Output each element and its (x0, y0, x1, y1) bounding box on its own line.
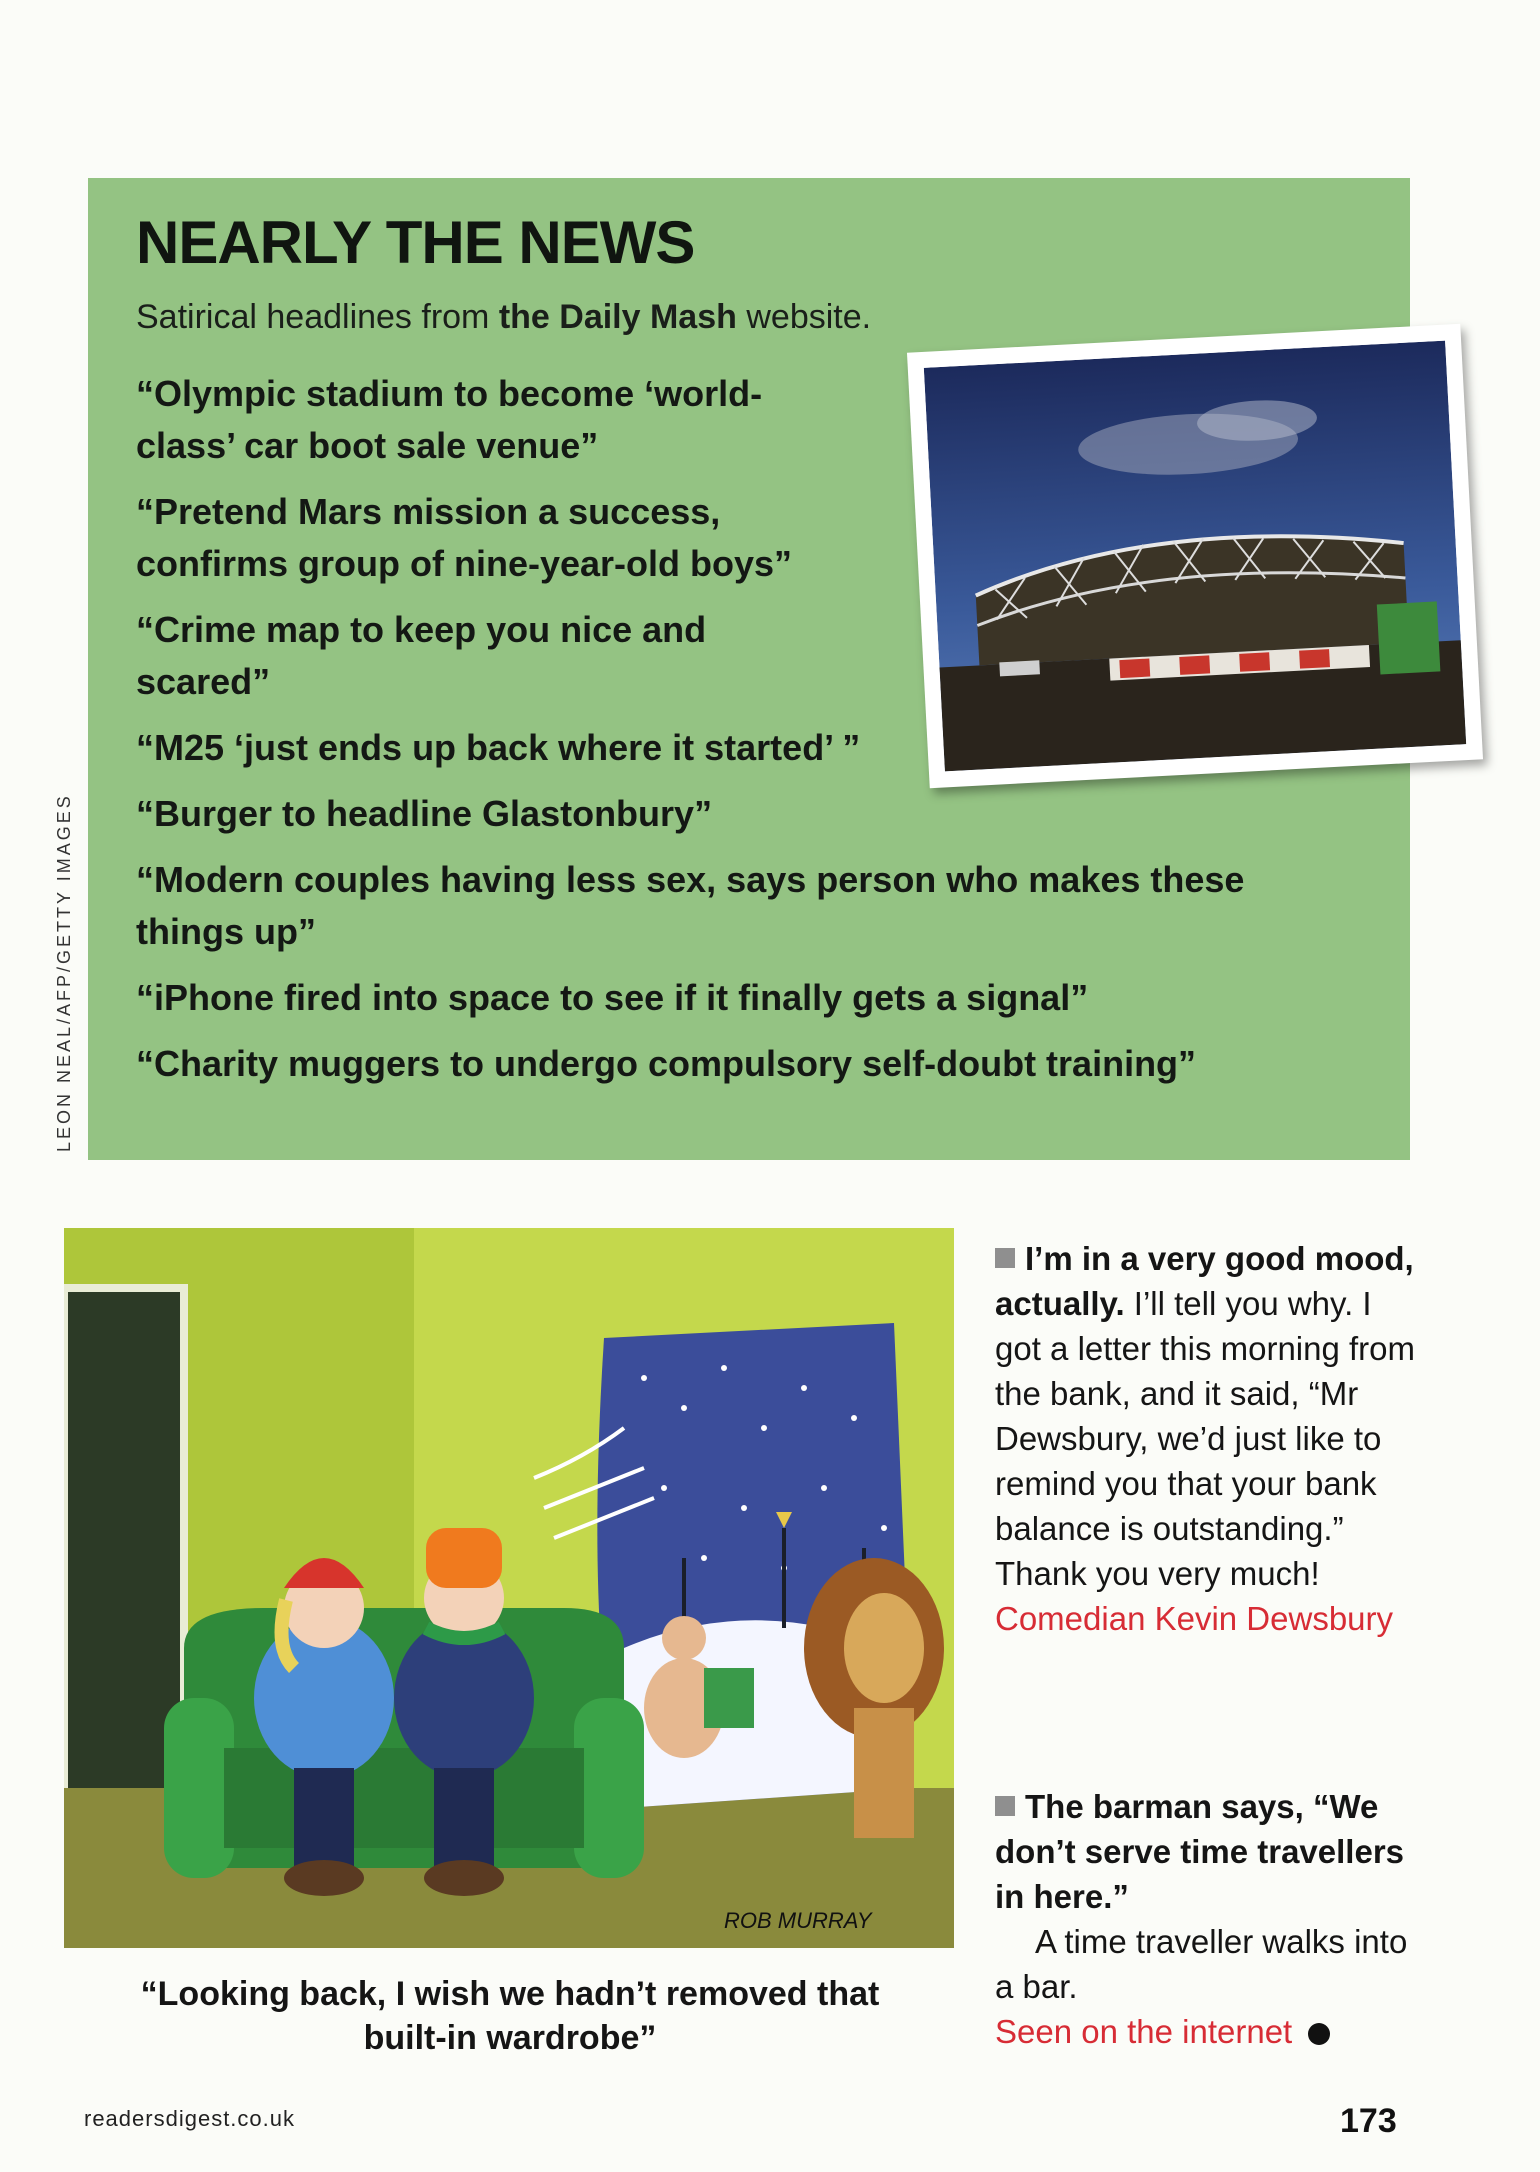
cartoon-illustration (64, 1228, 954, 1948)
headline: “iPhone fired into space to see if it finally gets a signal” (136, 977, 1089, 1018)
joke-attribution: Seen on the internet (995, 2009, 1415, 2054)
photo-credit: LEON NEAL/AFP/GETTY IMAGES (54, 793, 74, 1152)
bullet-square-icon (995, 1796, 1015, 1816)
cartoon-caption: “Looking back, I wish we hadn’t removed that built-in wardrobe” (140, 1975, 880, 2057)
joke-2 (995, 1784, 1415, 2054)
cartoon-signature: ROB MURRAY (724, 1908, 872, 1933)
source-name: the Daily Mash (498, 298, 737, 336)
headline: “M25 ‘just ends up back where it started’ ” (136, 727, 861, 768)
headline: “Pretend Mars mission a success, confirms group of nine-year-old boys” (136, 491, 793, 584)
page-number: 173 (1340, 2102, 1397, 2140)
joke-lead: The barman says, “We don’t serve time travellers in here.” (995, 1788, 1405, 1915)
joke-lead: I’m in a very good mood, actually. (995, 1240, 1414, 1322)
joke-body: I’ll tell you why. I got a letter this morning from the bank, and it said, “Mr Dewsbury, we’d just like to remind you that your bank balance is outstanding.” Thank you very much! (995, 1285, 1416, 1592)
bullet-square-icon (995, 1248, 1015, 1268)
olympic-stadium-image (924, 341, 1466, 772)
headline: “Olympic stadium to become ‘world-class’ car boot sale venue” (136, 373, 763, 466)
headline: “Charity muggers to undergo compulsory self-doubt training” (136, 1043, 1197, 1084)
headline: “Modern couples having less sex, says person who makes these things up” (136, 859, 1245, 952)
headline: “Burger to headline Glastonbury” (136, 793, 713, 834)
section-title: NEARLY THE NEWS (136, 209, 695, 276)
section-subtitle: Satirical headlines from the Daily Mash website. (136, 298, 872, 336)
headline: “Crime map to keep you nice and scared” (136, 609, 707, 702)
joke-attribution: Comedian Kevin Dewsbury (995, 1600, 1394, 1637)
footer-url: readersdigest.co.uk (84, 2106, 295, 2131)
joke-body: A time traveller walks into a bar. (995, 1923, 1408, 2005)
stadium-photo (907, 324, 1483, 788)
joke-1 (995, 1236, 1415, 1641)
end-mark-icon (1308, 2023, 1330, 2045)
